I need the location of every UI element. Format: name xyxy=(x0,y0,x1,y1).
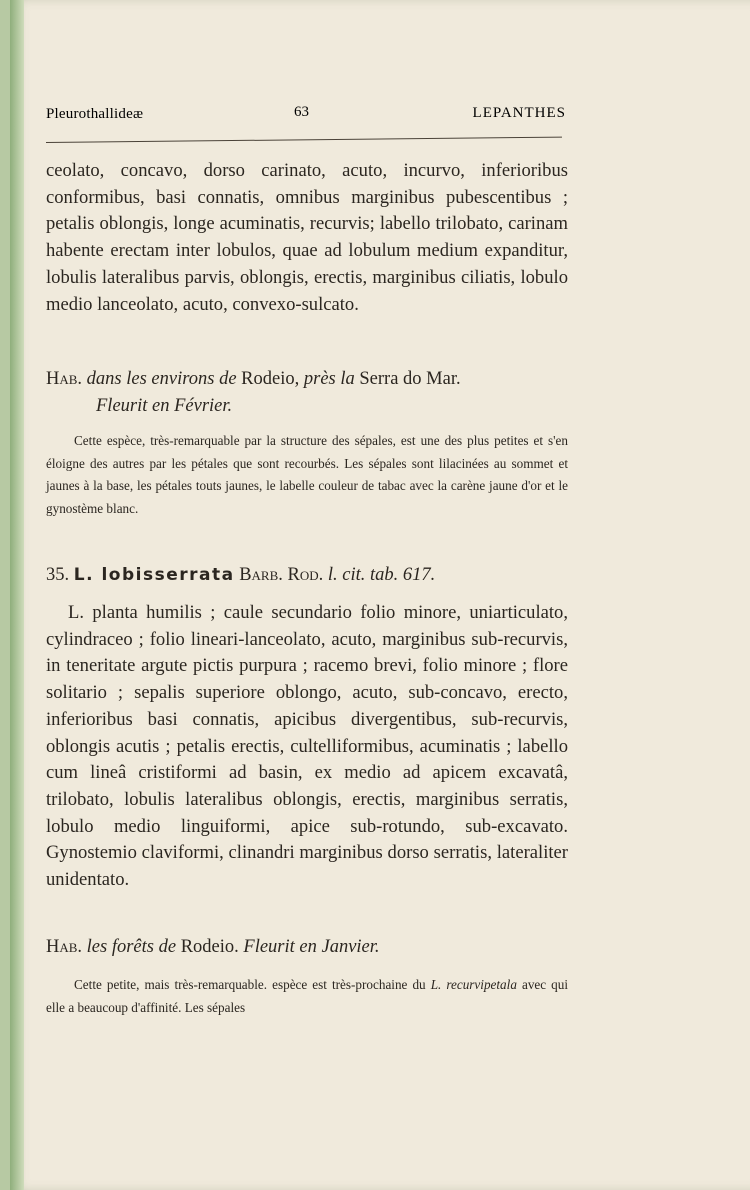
latin-description-continued: ceolato, concavo, dorso carinato, acuto, incurvo, inferioribus conformibus, basi connatis, omnibus marginibus pubescentibus ; petalis oblongis, longe acuminatis, recurvis; labello trilobato, carinam habente erectam inter lobulos, quae ad lobulum medium expanditur, lobulis lateralibus parvis, oblongis, erectis, marginibus ciliatis, lobulo medio lanceolato, acuto, convexo-sulcato. xyxy=(46,160,568,315)
note-species: L. recurvipetala xyxy=(430,977,517,992)
flowering-period: Fleurit en Février. xyxy=(96,396,233,416)
section-title: LEPANTHES xyxy=(472,105,566,121)
habitat-label: Hab. xyxy=(46,369,83,389)
flowering-period: Fleurit en Janvier. xyxy=(243,937,380,957)
habitat-place: Rodeio, xyxy=(241,369,300,389)
entry-number: 35. xyxy=(46,565,70,585)
note-text-after: avec qui elle a beaucoup d'affinité. Les sépales xyxy=(46,977,569,1015)
habitat-place: Rodeio. xyxy=(180,937,239,957)
running-title: Pleurothallideæ xyxy=(46,106,144,122)
french-note-2 xyxy=(46,974,568,1019)
latin-description-2 xyxy=(46,600,568,894)
habitat-phrase: les forêts de xyxy=(86,937,177,957)
habitat-paragraph-1 xyxy=(46,366,568,420)
habitat-label: Hab. xyxy=(46,937,83,957)
book-page xyxy=(10,0,750,1190)
habitat-phrase: dans les environs de xyxy=(86,369,237,389)
species-citation: l. cit. tab. 617. xyxy=(327,565,436,585)
note-text: Cette espèce, très-remarquable par la structure des sépales, est une des plus petites et s'en éloigne des autres par les pétales que sont recourbés. Les sépales sont lilacinées au sommet et jaunes à la base, les pétales touts jaunes, le labelle couleur de tabac avec la carène jaune d'or et le gynostème blanc. xyxy=(46,433,568,516)
page-gutter-shadow xyxy=(10,0,24,1190)
running-header xyxy=(46,102,566,128)
habitat-phrase-2: près la xyxy=(303,369,355,389)
page-number: 63 xyxy=(294,104,309,120)
species-entry-heading xyxy=(46,562,568,588)
habitat-paragraph-2 xyxy=(46,934,568,961)
french-note-1 xyxy=(46,430,568,520)
description-text: L. planta humilis ; caule secundario folio minore, uniarticulato, cylindraceo ; folio lineari-lanceolato, acuto, marginibus sub-recurvis, in teneritate argute pictis purpura ; racemo brevi, folio minore ; flore solitario ; sepalis superiore oblongo, acuto, sub-concavo, erecto, inferioribus basi connatis, apicibus divergentibus, sub-recurvis, oblongis acutis ; petalis erectis, cultelliformibus, acuminatis ; labello cum lineâ cristiformi ad basin, ex medio ad apicem excavatâ, trilobato, lobulis lateralibus oblongis, erectis, marginibus serratis, lobulo medio linguiformi, apice sub-rotundo, sub-excavato. Gynostemio claviformi, clinandri marginibus dorso serratis, lateraliter unidentato. xyxy=(46,602,568,891)
species-author: Barb. Rod. xyxy=(239,565,324,585)
habitat-place-2: Serra do Mar. xyxy=(359,369,461,389)
note-text xyxy=(46,974,568,1019)
note-text-before: Cette petite, mais très-remarquable. espèce est très-prochaine du xyxy=(74,977,426,992)
species-name: L. lobisserrata xyxy=(73,565,235,585)
header-rule xyxy=(46,137,562,143)
